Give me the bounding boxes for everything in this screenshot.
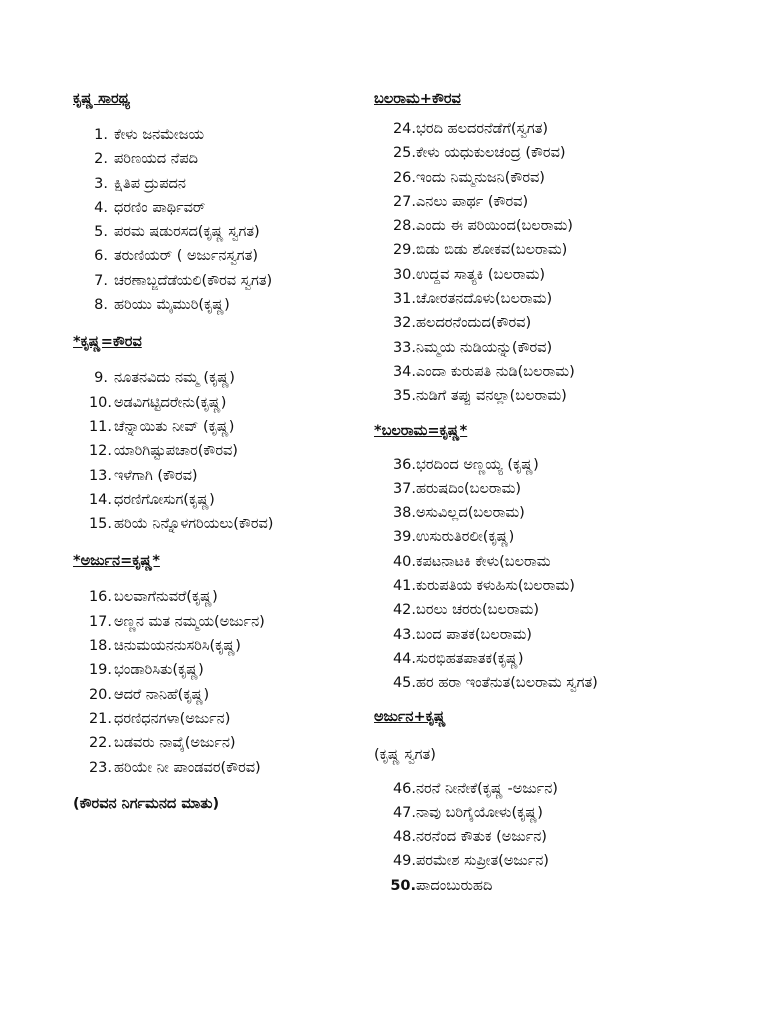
item-number: 18.: [88, 638, 112, 655]
item-title: ಪರಮೇಶ ಸುಪ್ರೀತ(ಅರ್ಜುನ): [416, 853, 549, 870]
item-number: 8.: [94, 297, 108, 314]
list-item: [374, 238, 754, 262]
item-title: ಯಾರಿಗಿಷ್ಟುಪಚಾರ(ಕೌರವ): [114, 443, 238, 460]
list-item: [374, 287, 754, 311]
list-item: [73, 220, 363, 244]
item-number: 28.: [392, 218, 416, 235]
item-title: ಧರಣಿಂ ಪಾರ್ಥಿವರ್: [114, 199, 206, 216]
item-title: ಕ್ಷಿತಿಪ ದ್ರುಪದನ: [114, 175, 186, 192]
song-list-balarama-krishna: [374, 453, 754, 696]
item-title: ಸುರಭಿಹತಪಾತಕ(ಕೃಷ್ಣ): [416, 650, 524, 667]
item-number: 48.: [392, 829, 416, 846]
item-title: ತರುಣಿಯರ್ ( ಅರ್ಜುನಸ್ವಗತ): [114, 248, 258, 265]
item-number: 20.: [88, 686, 112, 703]
list-item: [374, 336, 754, 360]
song-list-krishna-sarathya: [73, 123, 363, 317]
item-number: 37.: [392, 480, 416, 497]
item-number: 30.: [392, 266, 416, 283]
krishna-soliloquy-note: (ಕೃಷ್ಣ ಸ್ವಗತ): [374, 746, 436, 763]
song-list-arjuna-krishna: [73, 585, 363, 779]
item-title: ಬಲವಾಗೆನುವರೆ(ಕೃಷ್ಣ): [114, 589, 218, 606]
list-item: [374, 777, 754, 801]
item-number: 14.: [88, 491, 112, 508]
item-title: ಅಡವಿಗಟ್ಟಿದರೇನು(ಕೃಷ್ಣ): [114, 394, 227, 411]
section-heading-balarama-kaurava: ಬಲರಾಮ+ಕೌರವ: [374, 91, 461, 107]
list-item: [374, 671, 754, 695]
item-title: ಹರುಷದಿಂ(ಬಲರಾಮ): [416, 480, 522, 497]
item-title: ಕೇಳು ಯಧುಕುಲಚಂದ್ರ (ಕೌರವ): [416, 145, 566, 162]
item-number: 5.: [94, 224, 108, 241]
list-item: [73, 415, 363, 439]
item-title: ಚೆನ್ನಾಯಿತು ನೀವ್ (ಕೃಷ್ಣ): [114, 418, 235, 435]
item-title: ಕುರುಪತಿಯ ಕಳುಹಿಸು(ಬಲರಾಮ): [416, 578, 575, 595]
list-item: [374, 214, 754, 238]
item-number: 26.: [392, 169, 416, 186]
item-title: ಇಳೆಗಾಗಿ (ಕೌರವ): [114, 467, 198, 484]
item-number: 11.: [88, 418, 112, 435]
item-title: ಎನಲು ಪಾರ್ಥ (ಕೌರವ): [416, 193, 529, 210]
item-title: ಹರಿಯೇ ನೀ ಪಾಂಡವರ(ಕೌರವ): [114, 759, 261, 776]
item-title: ಪಾದಂಬುರುಹದಿ: [416, 877, 493, 894]
item-title: ಹಲದರನೆಂದುದ(ಕೌರವ): [416, 315, 532, 332]
item-title: ಬರಲು ಚರರು(ಬಲರಾಮ): [416, 602, 540, 619]
item-title: ಚೋರತನದೊಳು(ಬಲರಾಮ): [416, 291, 553, 308]
list-item: [374, 477, 754, 501]
list-item: [374, 623, 754, 647]
song-list-arjuna-krishna-right: [374, 777, 754, 898]
item-title: ಬಂದ ಪಾತಕ(ಬಲರಾಮ): [416, 626, 532, 643]
item-number: 36.: [392, 456, 416, 473]
item-number: 43.: [392, 626, 416, 643]
list-item: [374, 117, 754, 141]
item-number: 13.: [88, 467, 112, 484]
item-title: ನೂತನವಿದು ನಮ್ಮ (ಕೃಷ್ಣ): [114, 370, 235, 387]
list-item: [73, 464, 363, 488]
item-title: ಪರಮ ಷಡುರಸದ(ಕೃಷ್ಣ ಸ್ವಗತ): [114, 224, 260, 241]
item-number: 35.: [392, 388, 416, 405]
list-item: [73, 196, 363, 220]
song-list-krishna-kaurava: [73, 366, 363, 536]
list-item: [374, 849, 754, 873]
item-number: 39.: [392, 529, 416, 546]
item-number: 45.: [392, 675, 416, 692]
item-title: ಎಂದಾ ಕುರುಪತಿ ನುಡಿ(ಬಲರಾಮ): [416, 363, 575, 380]
item-title: ಕಪಟನಾಟಕಿ ಕೇಳು(ಬಲರಾಮ: [416, 553, 551, 570]
song-list-balarama-kaurava: [374, 117, 754, 409]
item-number: 41.: [392, 578, 416, 595]
item-number: 32.: [392, 315, 416, 332]
item-title: ಬಿಡು ಬಿಡು ಶೋಕವ(ಬಲರಾಮ): [416, 242, 568, 259]
item-title: ಭರದಿ ಹಲದರನೆಡೆಗೆ(ಸ್ವಗತ): [416, 121, 549, 137]
item-number: 46.: [392, 780, 416, 797]
item-number: 50.: [390, 877, 416, 894]
list-item: [73, 512, 363, 536]
list-item: [73, 707, 363, 731]
item-number: 3.: [94, 175, 108, 192]
section-heading-balarama-krishna: *ಬಲರಾಮ=ಕೃಷ್ಣ*: [374, 422, 468, 439]
list-item: [374, 384, 754, 408]
list-item: [374, 874, 754, 898]
list-item: [374, 598, 754, 622]
item-title: ನಾವು ಬರಿಗೈಯೋಳು(ಕೃಷ್ಣ): [416, 804, 543, 821]
item-number: 34.: [392, 363, 416, 380]
list-item: [374, 360, 754, 384]
list-item: [73, 391, 363, 415]
list-item: [374, 574, 754, 598]
item-title: ಭಂಡಾರಿಸಿತು(ಕೃಷ್ಣ): [114, 662, 204, 679]
item-title: ಉಸುರುತಿರಲೀ(ಕೃಷ್ಣ): [416, 529, 515, 546]
list-item: [73, 634, 363, 658]
section-heading-arjuna-krishna: *ಅರ್ಜುನ=ಕೃಷ್ಣ*: [73, 553, 160, 570]
item-title: ನುಡಿಗೆ ತಪ್ಪು ವನಲ್ಲಾ(ಬಲರಾಮ): [416, 388, 567, 405]
list-item: [73, 172, 363, 196]
item-title: ಎಂದು ಈ ಪರಿಯಿಂದ(ಬಲರಾಮ): [416, 218, 573, 235]
item-title: ಹರಿಯೆ ನಿನ್ನೊಳಗರಿಯಲು(ಕೌರವ): [114, 516, 274, 533]
item-title: ಪರಿಣಯದ ನೆಪದಿ: [114, 151, 199, 168]
item-number: 29.: [392, 242, 416, 259]
item-title: ನರನೆ ನೀನೇಕೆ(ಕೃಷ್ಣ -ಅರ್ಜುನ): [416, 780, 558, 797]
list-item: [374, 141, 754, 165]
item-title: ಅಣ್ಣನ ಮತ ನಮ್ಮಯ(ಅರ್ಜುನ): [114, 613, 265, 630]
item-number: 1.: [94, 127, 108, 143]
item-number: 9.: [94, 370, 108, 387]
item-number: 47.: [392, 804, 416, 821]
item-number: 10.: [88, 394, 112, 411]
list-item: [73, 439, 363, 463]
item-title: ಧರಣಿಗೋಸುಗ(ಕೃಷ್ಣ): [114, 491, 215, 508]
list-item: [73, 756, 363, 780]
list-item: [73, 488, 363, 512]
item-number: 15.: [88, 516, 112, 533]
list-item: [73, 123, 363, 147]
list-item: [73, 658, 363, 682]
item-title: ಚರಣಾಬ್ಜದೆಡೆಯಲಿ(ಕೌರವ ಸ್ವಗತ): [114, 272, 273, 289]
list-item: [73, 585, 363, 609]
item-number: 2.: [94, 151, 108, 168]
list-item: [374, 190, 754, 214]
list-item: [73, 683, 363, 707]
item-title: ಆದರೆ ನಾನಿಹೆ(ಕೃಷ್ಣ): [114, 686, 210, 703]
item-number: 12.: [88, 443, 112, 460]
item-number: 17.: [88, 613, 112, 630]
list-item: [374, 166, 754, 190]
list-item: [73, 269, 363, 293]
item-number: 6.: [94, 248, 108, 265]
list-item: [73, 293, 363, 317]
item-number: 21.: [88, 710, 112, 727]
list-item: [374, 311, 754, 335]
list-item: [374, 453, 754, 477]
list-item: [73, 147, 363, 171]
item-number: 42.: [392, 602, 416, 619]
item-number: 38.: [392, 505, 416, 522]
item-number: 7.: [94, 272, 108, 289]
section-heading-arjuna-krishna-right: ಅರ್ಜುನ+ಕೃಷ್ಣ: [374, 708, 446, 725]
list-item: [374, 550, 754, 574]
left-column: [73, 87, 363, 816]
item-number: 49.: [392, 853, 416, 870]
item-number: 4.: [94, 199, 108, 216]
item-number: 23.: [88, 759, 112, 776]
list-item: [374, 801, 754, 825]
item-title: ನಿಮ್ಮಯ ನುಡಿಯನ್ನು(ಕೌರವ): [416, 339, 553, 356]
list-item: [374, 525, 754, 549]
item-number: 27.: [392, 193, 416, 210]
list-item: [73, 610, 363, 634]
item-number: 25.: [392, 145, 416, 162]
item-number: 40.: [392, 553, 416, 570]
list-item: [73, 244, 363, 268]
item-title: ಭರದಿಂದ ಅಣ್ಣಯ್ಯ (ಕೃಷ್ಣ): [416, 456, 539, 473]
section-heading-krishna-kaurava: *ಕೃಷ್ಣ=ಕೌರವ: [73, 334, 142, 351]
item-title: ಬಡವರು ನಾವೈ(ಅರ್ಜುನ): [114, 735, 236, 752]
section-heading-krishna-sarathya: ಕೃಷ್ಣ ಸಾರಥ್ಯ: [73, 91, 131, 107]
item-title: ನರನೆಂದ ಕೌತುಕ (ಅರ್ಜುನ): [416, 829, 547, 846]
item-title: ಇಂದು ನಿಮ್ಮನುಜನಿ(ಕೌರವ): [416, 169, 545, 186]
list-item: [374, 825, 754, 849]
item-number: 22.: [88, 735, 112, 752]
item-title: ಕೇಳು ಜನಮೇಜಯ: [114, 127, 204, 143]
list-item: [374, 263, 754, 287]
item-title: ಅಸುವಿಲ್ಲದ(ಬಲರಾಮ): [416, 505, 525, 522]
right-column: [374, 87, 754, 898]
list-item: [374, 501, 754, 525]
item-number: 31.: [392, 291, 416, 308]
item-title: ಧರಣಿಧನಗಳಾ(ಅರ್ಜುನ): [114, 710, 231, 727]
item-number: 24.: [392, 121, 416, 137]
kaurava-exit-note: (ಕೌರವನ ನಿರ್ಗಮನದ ಮಾತು): [73, 795, 220, 812]
item-number: 44.: [392, 650, 416, 667]
list-item: [73, 731, 363, 755]
item-number: 19.: [88, 662, 112, 679]
item-title: ಹರ ಹರಾ ಇಂತೆನುತ(ಬಲರಾಮ ಸ್ವಗತ): [416, 675, 598, 692]
item-title: ಚಿನುಮಯನನುಸರಿಸಿ(ಕೃಷ್ಣ): [114, 638, 241, 655]
list-item: [73, 366, 363, 390]
item-title: ಉದ್ದವ ಸಾತ್ಯಕಿ (ಬಲರಾಮ): [416, 266, 546, 283]
item-number: 16.: [88, 589, 112, 606]
item-title: ಹರಿಯು ಮೈಮುರಿ(ಕೃಷ್ಣ): [114, 297, 230, 314]
list-item: [374, 647, 754, 671]
item-number: 33.: [392, 339, 416, 356]
